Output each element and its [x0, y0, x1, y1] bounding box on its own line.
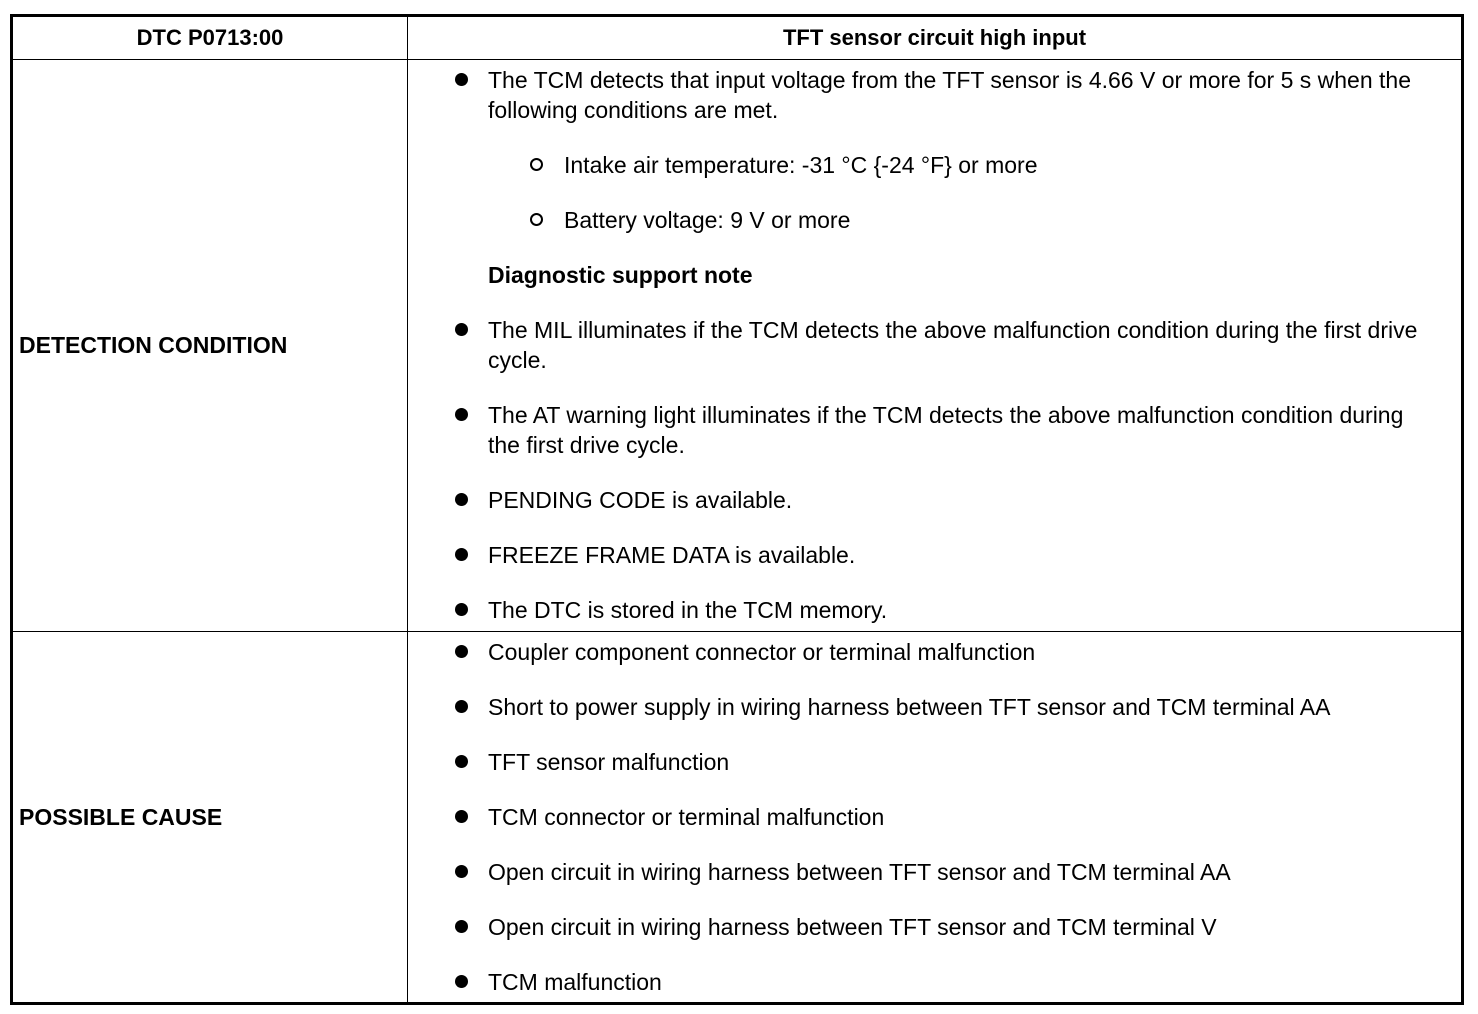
note-text: PENDING CODE is available. [488, 487, 793, 513]
condition-item [408, 205, 1461, 235]
bullet-icon [455, 810, 468, 823]
cause-label: POSSIBLE CAUSE [12, 632, 408, 1004]
cause-content [408, 632, 1463, 1004]
condition-item [408, 150, 1461, 180]
bullet-icon [455, 408, 468, 421]
note-text: The DTC is stored in the TCM memory. [488, 597, 888, 623]
bullet-icon [455, 73, 468, 86]
bullet-icon [455, 865, 468, 878]
cause-item [408, 802, 1461, 832]
note-item [408, 485, 1461, 515]
dtc-title: TFT sensor circuit high input [408, 16, 1463, 60]
bullet-icon [455, 920, 468, 933]
cause-item [408, 637, 1461, 667]
note-item [408, 315, 1461, 375]
hollow-bullet-icon [530, 158, 543, 171]
bullet-icon [455, 700, 468, 713]
dtc-table [10, 14, 1464, 1005]
cause-item [408, 967, 1461, 997]
cause-item [408, 747, 1461, 777]
cause-text: TCM connector or terminal malfunction [488, 804, 885, 830]
detection-intro-item [408, 65, 1461, 125]
note-item [408, 540, 1461, 570]
bullet-icon [455, 755, 468, 768]
note-text: The AT warning light illuminates if the TCM detects the above malfunction condition during the first drive cycle. [488, 402, 1404, 458]
condition-text: Intake air temperature: -31 °C {-24 °F} or more [564, 152, 1038, 178]
cause-text: TCM malfunction [488, 969, 662, 995]
bullet-icon [455, 603, 468, 616]
cause-item [408, 857, 1461, 887]
cause-text: Short to power supply in wiring harness between TFT sensor and TCM terminal AA [488, 694, 1331, 720]
bullet-icon [455, 548, 468, 561]
cause-text: Open circuit in wiring harness between TFT sensor and TCM terminal AA [488, 859, 1231, 885]
hollow-bullet-icon [530, 213, 543, 226]
detection-label: DETECTION CONDITION [12, 60, 408, 632]
note-item [408, 595, 1461, 625]
detection-row [12, 60, 1463, 632]
bullet-icon [455, 975, 468, 988]
dtc-code: DTC P0713:00 [12, 16, 408, 60]
condition-text: Battery voltage: 9 V or more [564, 207, 851, 233]
note-heading: Diagnostic support note [488, 262, 753, 288]
note-text: The MIL illuminates if the TCM detects the above malfunction condition during the first drive cycle. [488, 317, 1418, 373]
detection-intro-text: The TCM detects that input voltage from the TFT sensor is 4.66 V or more for 5 s when the following conditions are met. [488, 67, 1411, 123]
cause-row [12, 632, 1463, 1004]
bullet-icon [455, 323, 468, 336]
cause-text: Coupler component connector or terminal malfunction [488, 639, 1036, 665]
note-text: FREEZE FRAME DATA is available. [488, 542, 856, 568]
bullet-icon [455, 493, 468, 506]
bullet-icon [455, 645, 468, 658]
detection-content [408, 60, 1463, 632]
note-item [408, 400, 1461, 460]
header-row [12, 16, 1463, 60]
cause-text: Open circuit in wiring harness between TFT sensor and TCM terminal V [488, 914, 1217, 940]
cause-text: TFT sensor malfunction [488, 749, 730, 775]
cause-item [408, 692, 1461, 722]
cause-item [408, 912, 1461, 942]
